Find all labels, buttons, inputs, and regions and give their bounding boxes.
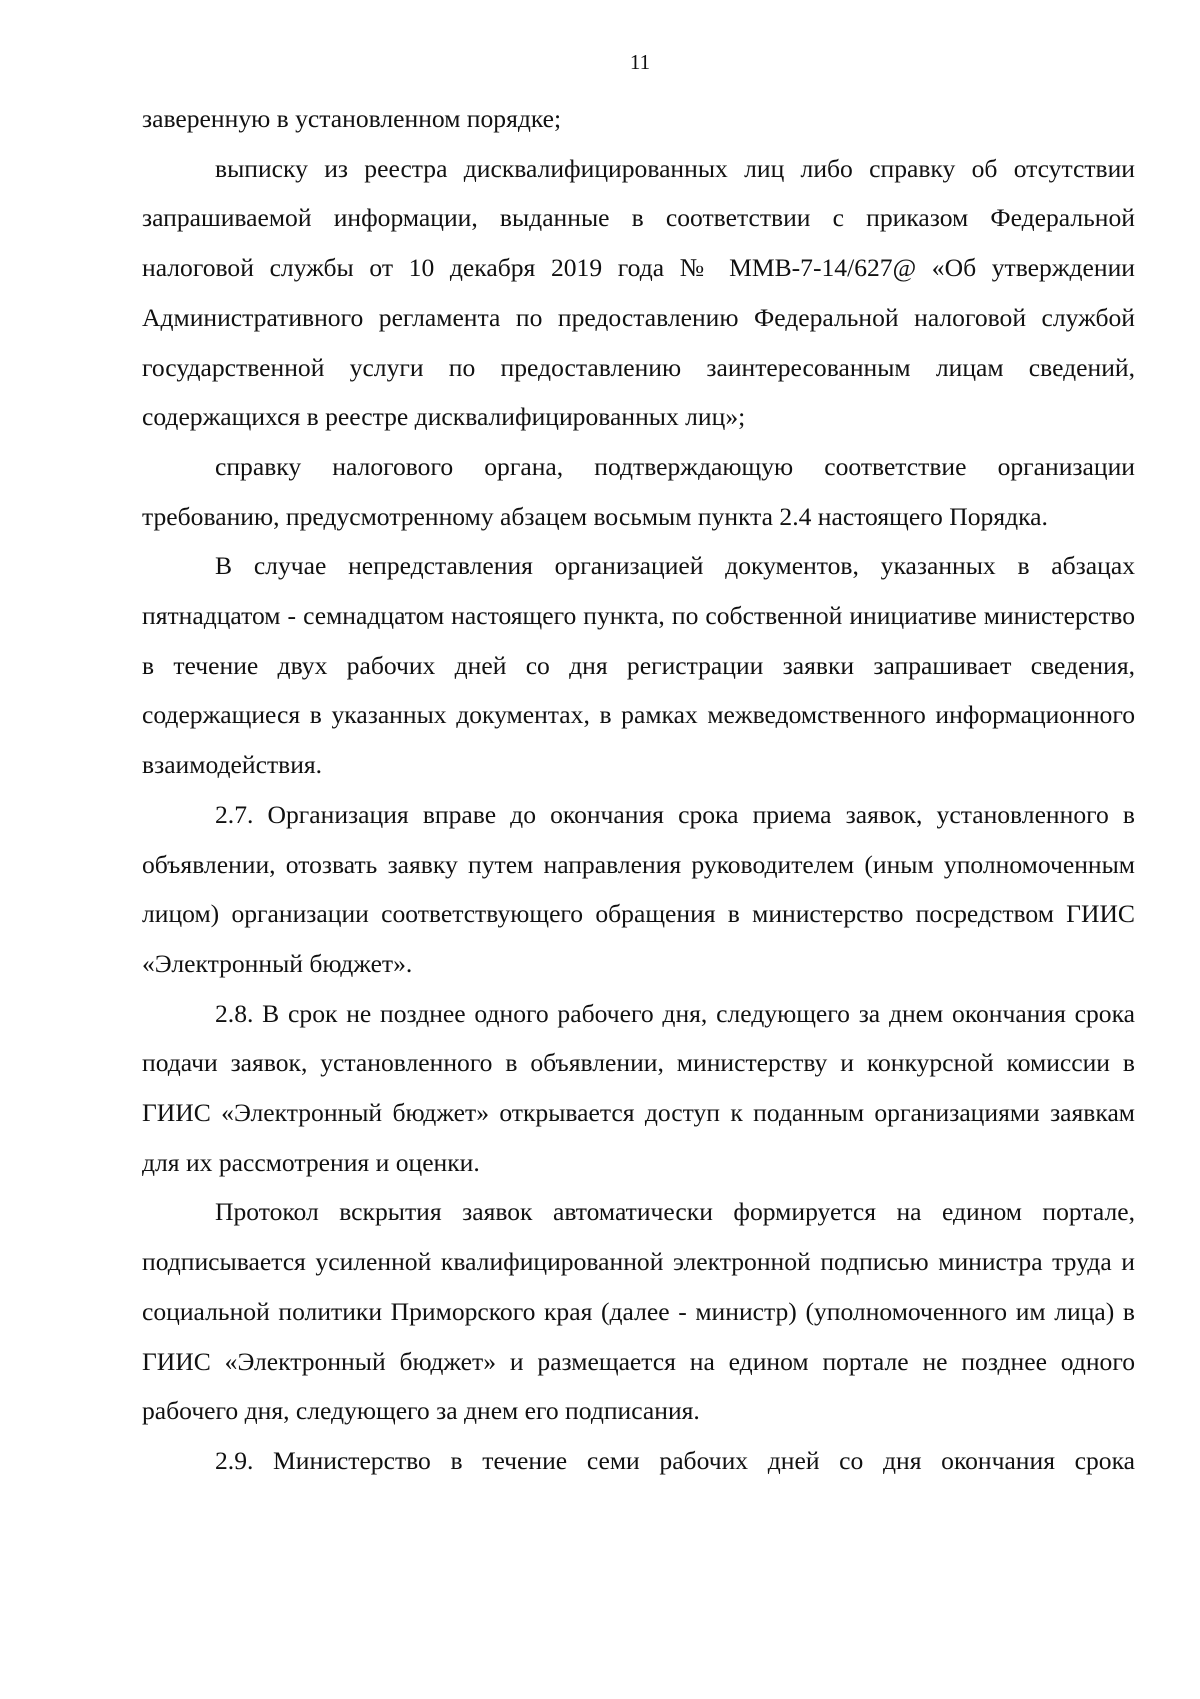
page-number: 11 xyxy=(629,50,651,74)
paragraph-opening-protocol: Протокол вскрытия заявок автоматически формируется на едином портале, подписывается усиленной квалифицированной электронной подписью министра труда и социальной политики Приморского края (далее - министр) (уполномоченного им лица) в ГИИС «Электронный бюджет» и размещается на едином портале не позднее одного рабочего дня, следующего за днем его подписания. xyxy=(142,1197,1135,1426)
paragraph-section-2-8: 2.8. В срок не позднее одного рабочего дня, следующего за днем окончания срока подачи заявок, установленного в объявлении, министерству и конкурсной комиссии в ГИИС «Электронный бюджет» открывается доступ к поданным организациями заявкам для их рассмотрения и оценки. xyxy=(142,998,1135,1177)
paragraph-section-2-7: 2.7. Организация вправе до окончания срока приема заявок, установленного в объявлении, отозвать заявку путем направления руководителем (иным уполномоченным лицом) организации соответствующего обращения в министерство посредством ГИИС «Электронный бюджет». xyxy=(142,799,1135,978)
document-body xyxy=(142,94,1135,1486)
paragraph-certified-copy: заверенную в установленном порядке; xyxy=(142,104,562,133)
paragraph-section-2-9: 2.9. Министерство в течение семи рабочих дней со дня окончания срока xyxy=(215,1445,1135,1475)
paragraph-interagency-request: В случае непредставления организацией документов, указанных в абзацах пятнадцатом - семнадцатом настоящего пункта, по собственной инициативе министерство в течение двух рабочих дней со дня регистрации заявки запрашивает сведения, содержащиеся в указанных документах, в рамках межведомственного информационного взаимодействия. xyxy=(142,551,1135,780)
paragraph-tax-authority-certificate: справку налогового органа, подтверждающую соответствие организации требованию, предусмотренному абзацем восьмым пункта 2.4 настоящего Порядка. xyxy=(142,451,1135,531)
paragraph-disqualified-registry-extract: выписку из реестра дисквалифицированных лиц либо справку об отсутствии запрашиваемой информации, выданные в соответствии с приказом Федеральной налоговой службы от 10 декабря 2019 года № ММВ-7-14/627@ «Об утверждении Административного регламента по предоставлению Федеральной налоговой службой государственной услуги по предоставлению заинтересованным лицам сведений, содержащихся в реестре дисквалифицированных лиц»; xyxy=(142,153,1135,432)
